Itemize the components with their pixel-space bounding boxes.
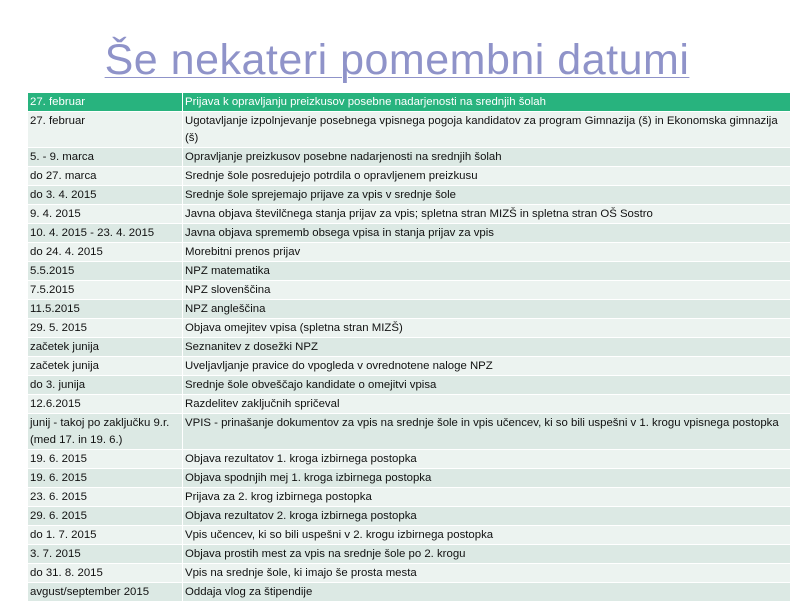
table-row xyxy=(28,148,790,167)
table-row xyxy=(28,488,790,507)
description-cell: VPIS - prinašanje dokumentov za vpis na srednje šole in vpis učencev, ki so bili uspešni v 1. krogu vpisnega postopka xyxy=(183,414,790,450)
date-cell: do 3. junija xyxy=(28,376,183,395)
description-cell: NPZ slovenščina xyxy=(183,281,790,300)
table-row xyxy=(28,300,790,319)
table-row xyxy=(28,338,790,357)
description-cell: Uveljavljanje pravice do vpogleda v ovrednotene naloge NPZ xyxy=(183,357,790,376)
table-row xyxy=(28,376,790,395)
table-row xyxy=(28,450,790,469)
dates-table xyxy=(27,92,790,601)
description-cell: Objava omejitev vpisa (spletna stran MIZŠ) xyxy=(183,319,790,338)
date-cell: 12.6.2015 xyxy=(28,395,183,414)
description-cell: NPZ matematika xyxy=(183,262,790,281)
description-cell: Srednje šole sprejemajo prijave za vpis v srednje šole xyxy=(183,186,790,205)
description-cell: Razdelitev zaključnih spričeval xyxy=(183,395,790,414)
date-cell: 11.5.2015 xyxy=(28,300,183,319)
date-cell: do 24. 4. 2015 xyxy=(28,243,183,262)
date-cell: do 3. 4. 2015 xyxy=(28,186,183,205)
description-cell: Objava prostih mest za vpis na srednje šole po 2. krogu xyxy=(183,545,790,564)
date-cell: 27. februar xyxy=(28,93,183,112)
table-row xyxy=(28,583,790,601)
description-cell: Objava rezultatov 2. kroga izbirnega postopka xyxy=(183,507,790,526)
table-row xyxy=(28,262,790,281)
date-cell: 23. 6. 2015 xyxy=(28,488,183,507)
date-cell: 3. 7. 2015 xyxy=(28,545,183,564)
table-row xyxy=(28,224,790,243)
table-row xyxy=(28,395,790,414)
date-cell: začetek junija xyxy=(28,357,183,376)
date-cell: 27. februar xyxy=(28,112,183,148)
date-cell: 19. 6. 2015 xyxy=(28,469,183,488)
table-row xyxy=(28,93,790,112)
date-cell: 5.5.2015 xyxy=(28,262,183,281)
date-cell: do 27. marca xyxy=(28,167,183,186)
description-cell: Vpis učencev, ki so bili uspešni v 2. krogu izbirnega postopka xyxy=(183,526,790,545)
table-row xyxy=(28,507,790,526)
description-cell: Oddaja vlog za štipendije xyxy=(183,583,790,601)
description-cell: Javna objava številčnega stanja prijav za vpis; spletna stran MIZŠ in spletna stran OŠ Sostro xyxy=(183,205,790,224)
table-row xyxy=(28,545,790,564)
description-cell: Ugotavljanje izpolnjevanje posebnega vpisnega pogoja kandidatov za program Gimnazija (š) in Ekonomska gimnazija (š) xyxy=(183,112,790,148)
date-cell: do 31. 8. 2015 xyxy=(28,564,183,583)
date-cell: junij - takoj po zaključku 9.r. (med 17. in 19. 6.) xyxy=(28,414,183,450)
table-row xyxy=(28,564,790,583)
table-row xyxy=(28,469,790,488)
description-cell: Srednje šole obveščajo kandidate o omejitvi vpisa xyxy=(183,376,790,395)
table-row xyxy=(28,357,790,376)
description-cell: Prijava k opravljanju preizkusov posebne nadarjenosti na srednjih šolah xyxy=(183,93,790,112)
description-cell: Objava spodnjih mej 1. kroga izbirnega postopka xyxy=(183,469,790,488)
table-row xyxy=(28,281,790,300)
date-cell: do 1. 7. 2015 xyxy=(28,526,183,545)
table-row xyxy=(28,112,790,148)
table-row xyxy=(28,205,790,224)
description-cell: Prijava za 2. krog izbirnega postopka xyxy=(183,488,790,507)
date-cell: 10. 4. 2015 - 23. 4. 2015 xyxy=(28,224,183,243)
description-cell: Opravljanje preizkusov posebne nadarjenosti na srednjih šolah xyxy=(183,148,790,167)
page-title: Še nekateri pomembni datumi xyxy=(0,36,794,85)
table-row xyxy=(28,319,790,338)
date-cell: 29. 6. 2015 xyxy=(28,507,183,526)
date-cell: avgust/september 2015 xyxy=(28,583,183,601)
table-row xyxy=(28,186,790,205)
date-cell: 7.5.2015 xyxy=(28,281,183,300)
description-cell: Srednje šole posredujejo potrdila o opravljenem preizkusu xyxy=(183,167,790,186)
date-cell: 5. - 9. marca xyxy=(28,148,183,167)
date-cell: 9. 4. 2015 xyxy=(28,205,183,224)
date-cell: 29. 5. 2015 xyxy=(28,319,183,338)
table-row xyxy=(28,414,790,450)
table-row xyxy=(28,167,790,186)
description-cell: Morebitni prenos prijav xyxy=(183,243,790,262)
description-cell: Vpis na srednje šole, ki imajo še prosta mesta xyxy=(183,564,790,583)
table-row xyxy=(28,243,790,262)
description-cell: Objava rezultatov 1. kroga izbirnega postopka xyxy=(183,450,790,469)
date-cell: začetek junija xyxy=(28,338,183,357)
date-cell: 19. 6. 2015 xyxy=(28,450,183,469)
description-cell: Seznanitev z dosežki NPZ xyxy=(183,338,790,357)
description-cell: NPZ angleščina xyxy=(183,300,790,319)
table-row xyxy=(28,526,790,545)
description-cell: Javna objava sprememb obsega vpisa in stanja prijav za vpis xyxy=(183,224,790,243)
